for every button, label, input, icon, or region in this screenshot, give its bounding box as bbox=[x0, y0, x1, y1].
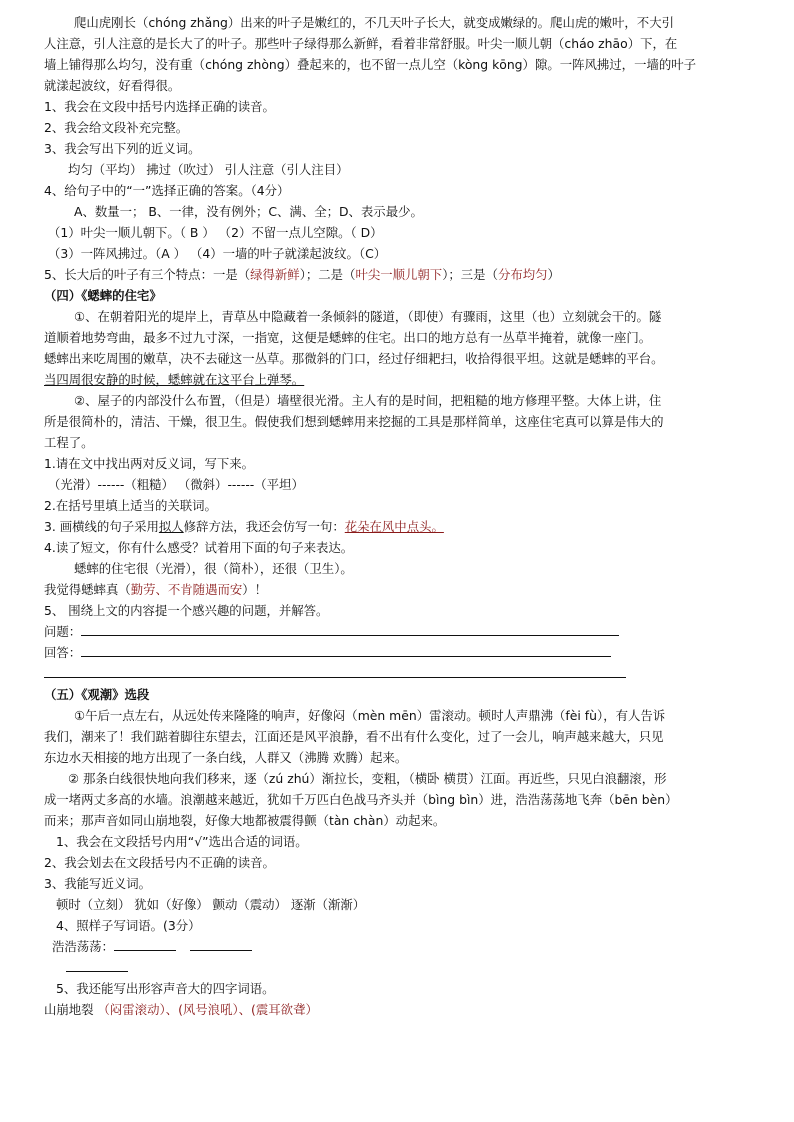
answer-5 bbox=[44, 999, 756, 1020]
q4-example-line[interactable] bbox=[44, 936, 756, 957]
question-1: 1、我会在文段括号内用“√”选出合适的词语。 bbox=[56, 834, 308, 849]
passage-line: 人注意，引人注意的是长大了的叶子。那些叶子绿得那么新鲜，看着非常舒服。叶尖一顺儿朝（cháo zhāo）下，在 bbox=[44, 36, 678, 51]
q5-answer-1: （闷雷滚动） bbox=[97, 1002, 166, 1017]
passage-tide-p1 bbox=[44, 705, 756, 768]
passage-line: ①、在朝着阳光的堤岸上，青草丛中隐藏着一条倾斜的隧道，（即使）有骤雨，这里（也）立刻就会干的。隧 bbox=[74, 309, 662, 324]
question-1: 1、我会在文段中括号内选择正确的读音。 bbox=[44, 99, 275, 114]
q4b-prefix: 我觉得蟋蟀真（ bbox=[44, 582, 131, 597]
q4-blank-1[interactable] bbox=[114, 936, 176, 951]
question-2: 2、我会划去在文段括号内不正确的读音。 bbox=[44, 855, 275, 870]
passage-line: 成一堵两丈多高的水墙。浪潮越来越近，犹如千万匹白色战马齐头并（bìng bìn）进，浩浩荡荡地飞奔（bēn bèn） bbox=[44, 792, 678, 807]
answer-blank[interactable] bbox=[81, 642, 611, 657]
q5-given: 山崩地裂 bbox=[44, 1002, 98, 1017]
q3-answer: 花朵在风中点头。 bbox=[344, 519, 444, 534]
passage-line: 墙上铺得那么均匀，没有重（chóng zhòng）叠起来的，也不留一点儿空（kòng kōng）隙。一阵风拂过，一墙的叶子 bbox=[44, 57, 697, 72]
q4-blank-line[interactable] bbox=[44, 957, 756, 978]
answer-blank-2[interactable] bbox=[44, 663, 626, 678]
passage-line: 东边水天相接的地方出现了一条白线，人群又（沸腾 欢腾）起来。 bbox=[44, 750, 408, 765]
q4-label: 浩浩荡荡： bbox=[52, 939, 114, 954]
answer-4: 蟋蟀的住宅很（光滑），很（简朴），还很（卫生）。 bbox=[74, 561, 353, 576]
question-1: 1.请在文中找出两对反义词，写下来。 bbox=[44, 456, 255, 471]
answer-4b bbox=[44, 579, 756, 600]
passage-line: ② 那条白线很快地向我们移来，逐（zú zhú）渐拉长，变粗，（横卧 横贯）江面。再近些，只见白浪翻滚，形 bbox=[68, 771, 667, 786]
passage-cricket-p1 bbox=[44, 306, 756, 390]
answer-3: 均匀（平均） 拂过（吹过） 引人注意（引人注目） bbox=[68, 162, 349, 177]
question-3: 3、我能写近义词。 bbox=[44, 876, 152, 891]
question-4-items: （3）一阵风拂过。（A ） （4）一墙的叶子就漾起波纹。（C） bbox=[48, 246, 387, 261]
q5-answer-3: (震耳欲聋） bbox=[251, 1002, 318, 1017]
q4-blank-2[interactable] bbox=[190, 936, 252, 951]
passage-line: 我们，潮来了！我们踮着脚往东望去，江面还是风平浪静，看不出有什么变化，过了一会儿，响声越来越大，只见 bbox=[44, 729, 664, 744]
question-5 bbox=[44, 264, 756, 285]
q5-answer-1: 绿得新鲜 bbox=[250, 267, 300, 282]
question-3 bbox=[44, 516, 756, 537]
worksheet-page bbox=[44, 12, 756, 1020]
q5-answer-3: 分布均匀 bbox=[497, 267, 548, 282]
question-5: 5、 围绕上文的内容提一个感兴趣的问题，并解答。 bbox=[44, 603, 329, 618]
passage-cricket-p2 bbox=[44, 390, 756, 453]
question-4: 4、照样子写词语。(3分） bbox=[56, 918, 201, 933]
q5-sep: 、 bbox=[238, 1002, 252, 1017]
q5-answer-2: 叶尖一顺儿朝下 bbox=[355, 267, 443, 282]
q5-mid: ）；二是（ bbox=[299, 267, 356, 282]
passage-line: 蟋蟀出来吃周围的嫩草，决不去碰这一丛草。那微斜的门口，经过仔细耙扫，收拾得很平坦。这就是蟋蟀的平台。 bbox=[44, 351, 664, 366]
question-2: 2、我会给文段补充完整。 bbox=[44, 120, 189, 135]
question-3: 3、我会写出下列的近义词。 bbox=[44, 141, 201, 156]
q5-end: ） bbox=[547, 267, 560, 282]
section-title-4: （四）《蟋蟀的住宅》 bbox=[44, 288, 162, 303]
passage-line: 爬山虎刚长（chóng zhǎng）出来的叶子是嫩红的，不几天叶子长大，就变成嫩绿的。爬山虎的嫩叶，不大引 bbox=[74, 15, 674, 30]
passage-pashanhu bbox=[44, 12, 756, 96]
passage-line: ①午后一点左右，从远处传来隆隆的响声，好像闷（mèn mēn）雷滚动。顿时人声鼎沸（fèi fù），有人告诉 bbox=[74, 708, 666, 723]
q5-prefix: 5、长大后的叶子有三个特点：一是（ bbox=[44, 267, 251, 282]
underlined-sentence: 当四周很安静的时候，蟋蟀就在这平台上弹琴。 bbox=[44, 372, 305, 387]
answer-label: 回答： bbox=[44, 645, 82, 660]
q3-prefix: 3. 画横线的句子采用 bbox=[44, 519, 159, 534]
question-4: 4.读了短文，你有什么感受？试着用下面的句子来表达。 bbox=[44, 540, 354, 555]
answer-line[interactable] bbox=[44, 642, 756, 663]
question-5: 5、我还能写出形容声音大的四字词语。 bbox=[56, 981, 275, 996]
passage-line: ②、屋子的内部没什么布置，（但是）墙壁很光滑。主人有的是时间，把粗糙的地方修理平整。大体上讲，住 bbox=[74, 393, 662, 408]
passage-line: 就漾起波纹，好看得很。 bbox=[44, 78, 181, 93]
passage-tide-p2 bbox=[44, 768, 756, 831]
question-2: 2.在括号里填上适当的关联词。 bbox=[44, 498, 217, 513]
q5-mid: ）；三是（ bbox=[442, 267, 498, 282]
answer-1: （光滑）------（粗糙） （微斜）------（平坦） bbox=[48, 477, 304, 492]
passage-line: 道顺着地势弯曲，最多不过九寸深，一指宽，这便是蟋蟀的住宅。出口的地方总有一丛草半掩着，就像一座门。 bbox=[44, 330, 652, 345]
ask-blank[interactable] bbox=[81, 621, 619, 636]
q3-mid: 修辞方法，我还会仿写一句： bbox=[183, 519, 345, 534]
q4-blank-3[interactable] bbox=[66, 957, 128, 972]
q4b-answer: 勤劳、不肯随遇而安 bbox=[130, 582, 243, 597]
q5-sep: 、 bbox=[165, 1002, 179, 1017]
q4b-end: ）！ bbox=[242, 582, 268, 597]
passage-line: 而来；那声音如同山崩地裂，好像大地都被震得颤（tàn chàn）动起来。 bbox=[44, 813, 446, 828]
question-4-items: （1）叶尖一顺儿朝下。（ B ） （2）不留一点儿空隙。（ D） bbox=[48, 225, 383, 240]
ask-label: 问题： bbox=[44, 624, 82, 639]
q5-answer-2: (风号浪吼） bbox=[178, 1002, 239, 1017]
passage-line: 工程了。 bbox=[44, 435, 94, 450]
section-title-5: （五）《观潮》选段 bbox=[44, 687, 150, 702]
question-4-options: A、数量一； B、一律，没有例外；C、满、全；D、表示最少。 bbox=[74, 204, 423, 219]
passage-line: 所是很简朴的，清洁、干燥，很卫生。假使我们想到蟋蟀用来挖掘的工具是那样简单，这座住宅真可以算是伟大的 bbox=[44, 414, 664, 429]
q3-rhetoric: 拟人 bbox=[158, 519, 184, 534]
question-4: 4、给句子中的“一”选择正确的答案。（4分） bbox=[44, 183, 290, 198]
ask-line[interactable] bbox=[44, 621, 756, 642]
answer-line-2[interactable] bbox=[44, 663, 756, 684]
answer-3: 顿时（立刻） 犹如（好像） 颤动（震动） 逐渐（渐渐） bbox=[56, 897, 366, 912]
